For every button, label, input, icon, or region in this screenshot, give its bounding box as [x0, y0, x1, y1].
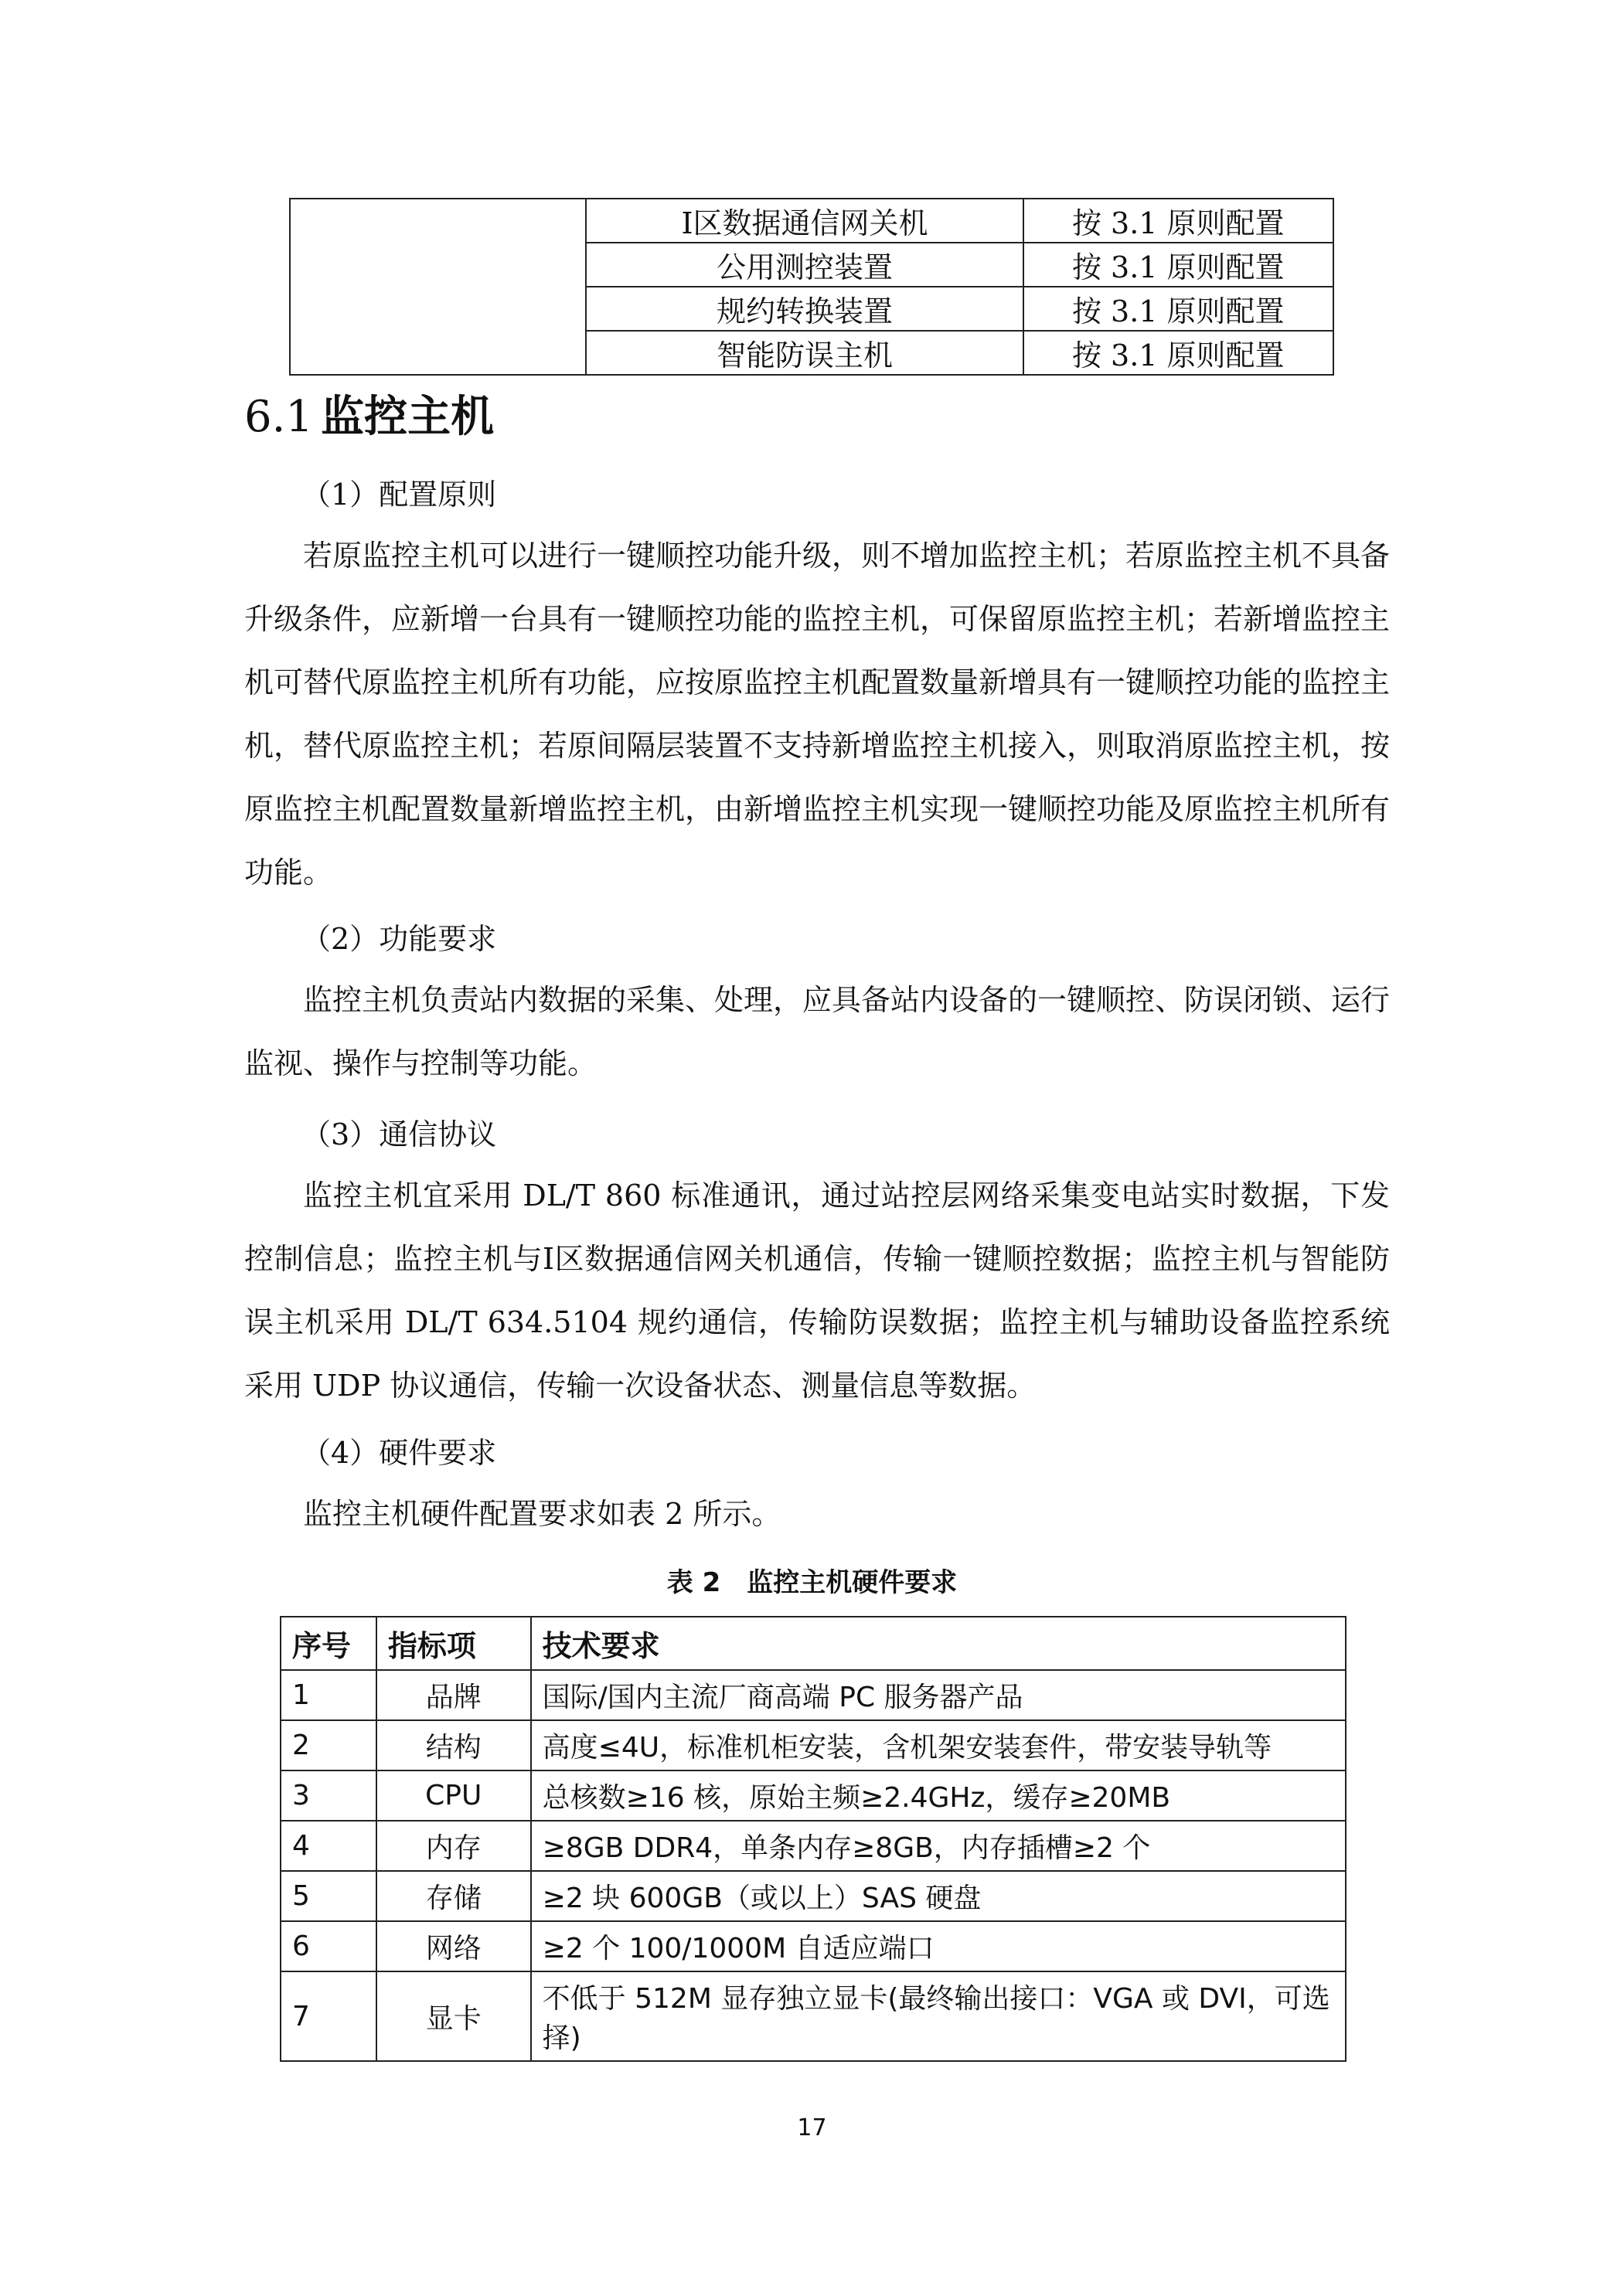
table-cell: 规约转换装置	[586, 287, 1023, 331]
table-cell: 高度≤4U，标准机柜安装，含机架安装套件，带安装导轨等	[531, 1720, 1346, 1770]
paragraph: 监控主机负责站内数据的采集、处理，应具备站内设备的一键顺控、防误闭锁、运行监视、操作与控制等功能。	[244, 983, 1391, 1080]
subsection-label: （4）硬件要求	[301, 1436, 497, 1470]
table-row	[290, 199, 1333, 243]
table-cell: 不低于 512M 显存独立显卡(最终输出接口：VGA 或 DVI，可选择)	[531, 1971, 1346, 2061]
table-row	[281, 1921, 1346, 1971]
table-row	[281, 1770, 1346, 1821]
paragraph: 监控主机宜采用 DL/T 860 标准通讯，通过站控层网络采集变电站实时数据，下发控制信息；监控主机与Ⅰ区数据通信网关机通信，传输一键顺控数据；监控主机与智能防误主机采用 DL/T 634.5104 规约通信，传输防误数据；监控主机与辅助设备监控系统采用 UDP 协议通信，传输一次设备状态、测量信息等数据。	[244, 1179, 1390, 1403]
subsection-label: （1）配置原则	[301, 478, 497, 512]
table-cell: 5	[281, 1871, 376, 1921]
table-cell: 6	[281, 1921, 376, 1971]
section-heading	[244, 390, 494, 444]
table-cell: Ⅰ区数据通信网关机	[586, 199, 1023, 243]
table-cell: 2	[281, 1720, 376, 1770]
table-caption: 表 2 监控主机硬件要求	[666, 1567, 958, 1598]
table-cell: ≥2 块 600GB（或以上）SAS 硬盘	[531, 1871, 1346, 1921]
table-cell: 按 3.1 原则配置	[1023, 199, 1333, 243]
table-row	[281, 1871, 1346, 1921]
table-cell: 网络	[376, 1921, 531, 1971]
table-cell: 按 3.1 原则配置	[1023, 243, 1333, 287]
table-cell: 内存	[376, 1821, 531, 1871]
table-cell: 国际/国内主流厂商高端 PC 服务器产品	[531, 1670, 1346, 1720]
table-cell: 按 3.1 原则配置	[1023, 331, 1333, 375]
table-cell: 3	[281, 1770, 376, 1821]
header-cell: 技术要求	[531, 1617, 1346, 1670]
table-cell: 1	[281, 1670, 376, 1720]
page-number: 17	[797, 2114, 827, 2141]
table-cell: 结构	[376, 1720, 531, 1770]
table-row	[281, 1670, 1346, 1720]
table-cell: ≥2 个 100/1000M 自适应端口	[531, 1921, 1346, 1971]
header-cell: 指标项	[376, 1617, 531, 1670]
table-cell: 公用测控装置	[586, 243, 1023, 287]
table-cell: ≥8GB DDR4，单条内存≥8GB，内存插槽≥2 个	[531, 1821, 1346, 1871]
subsection-label: （2）功能要求	[301, 922, 497, 956]
hardware-requirements-table	[280, 1616, 1347, 2062]
table-cell: 存储	[376, 1871, 531, 1921]
table-cell: CPU	[376, 1770, 531, 1821]
top-config-table	[289, 198, 1334, 376]
table-row	[281, 1720, 1346, 1770]
header-cell: 序号	[281, 1617, 376, 1670]
table-row	[281, 1971, 1346, 2061]
table-cell: 智能防误主机	[586, 331, 1023, 375]
table-cell: 按 3.1 原则配置	[1023, 287, 1333, 331]
table-row	[281, 1821, 1346, 1871]
paragraph: 监控主机硬件配置要求如表 2 所示。	[303, 1497, 781, 1531]
table-cell: 总核数≥16 核，原始主频≥2.4GHz，缓存≥20MB	[531, 1770, 1346, 1821]
section-title: 监控主机	[321, 392, 495, 442]
paragraph: 若原监控主机可以进行一键顺控功能升级，则不增加监控主机；若原监控主机不具备升级条件，应新增一台具有一键顺控功能的监控主机，可保留原监控主机；若新增监控主机可替代原监控主机所有功能，应按原监控主机配置数量新增具有一键顺控功能的监控主机，替代原监控主机；若原间隔层装置不支持新增监控主机接入，则取消原监控主机，按原监控主机配置数量新增监控主机，由新增监控主机实现一键顺控功能及原监控主机所有功能。	[244, 539, 1391, 889]
table-cell: 显卡	[376, 1971, 531, 2061]
table-cell: 品牌	[376, 1670, 531, 1720]
subsection-label: （3）通信协议	[301, 1117, 497, 1151]
table-cell: 7	[281, 1971, 376, 2061]
table-cell: 4	[281, 1821, 376, 1871]
table-header-row	[281, 1617, 1346, 1670]
section-number: 6.1	[244, 392, 314, 442]
merged-empty-cell	[290, 199, 586, 375]
